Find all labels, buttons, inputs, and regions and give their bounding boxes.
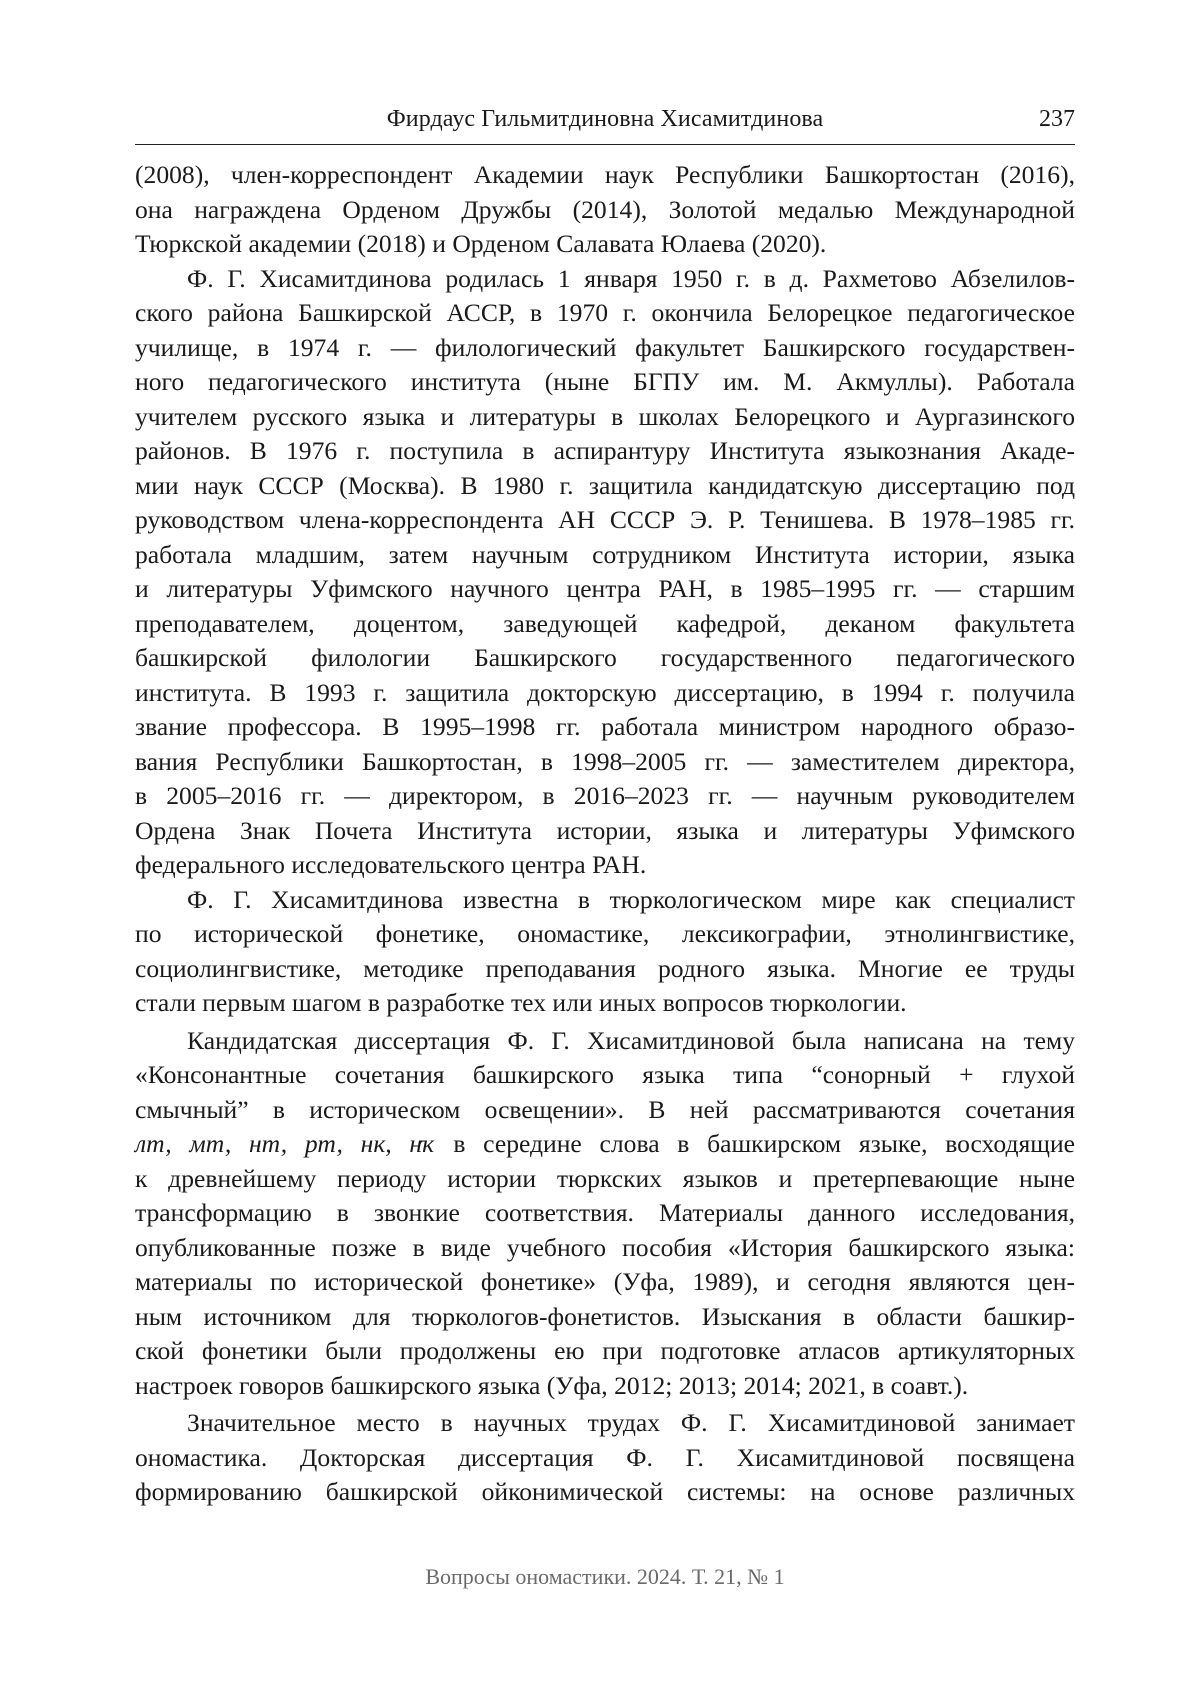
paragraph-1 [135, 158, 1075, 262]
text-line: вания Республики Башкортостан, в 1998–2005 гг. — заместителем директора, [135, 746, 1075, 776]
text-line: трансформацию в звонкие соответствия. Материалы данного исследования, [135, 1198, 1075, 1227]
text-line: федерального исследовательского центра РАН. [135, 850, 647, 879]
text-line: ской фонетики были продолжены ею при подготовке атласов артикуляторных [135, 1336, 1075, 1365]
text-line: Тюркской академии (2018) и Орденом Салавата Юлаева (2020). [135, 229, 827, 258]
text-line: к древнейшему периоду истории тюркских языков и претерпевающие ныне [135, 1163, 1075, 1193]
text-line: мии наук СССР (Москва). В 1980 г. защитила кандидатскую диссертацию под [135, 470, 1075, 500]
text-line: стали первым шагом в разработке тех или иных вопросов тюркологии. [135, 988, 907, 1017]
text-line: Ордена Знак Почета Института истории, языка и литературы Уфимского [135, 815, 1075, 845]
text-line: ным источником для тюркологов-фонетистов. Изыскания в области башкир- [135, 1301, 1075, 1331]
text-line: Значительное место в научных трудах Ф. Г. Хисамитдиновой занимает [187, 1408, 1075, 1437]
text-line-with-italics [135, 1127, 1075, 1162]
text-line: она награждена Орденом Дружбы (2014), Золотой медалью Международной [135, 194, 1075, 224]
text-line: ономастика. Докторская диссертация Ф. Г. Хисамитдиновой посвящена [135, 1442, 1075, 1472]
text-line: «Консонантные сочетания башкирского языка типа “сонорный + глухой [135, 1060, 1075, 1089]
text-line: настроек говоров башкирского языка (Уфа, 2012; 2013; 2014; 2021, в соавт.). [135, 1370, 969, 1400]
text-line: преподавателем, доцентом, заведующей кафедрой, деканом факультета [135, 608, 1075, 638]
text-line-rest: в середине слова в башкирском языке, восходящие [435, 1129, 1075, 1158]
running-title: Фирдаус Гильмитдиновна Хисамитдинова [386, 106, 824, 132]
text-line: формированию башкирской ойконимической системы: на основе различных [135, 1477, 1075, 1506]
text-line: районов. В 1976 г. поступила в аспирантуру Института языкознания Акаде- [135, 436, 1075, 465]
text-line: опубликованные позже в виде учебного пособия «История башкирского языка: [135, 1232, 1075, 1262]
text-line: смычный” в историческом освещении». В ней рассматриваются сочетания [135, 1094, 1075, 1124]
text-line: Ф. Г. Хисамитдинова родилась 1 января 1950 г. в д. Рахметово Абзелилов- [187, 263, 1075, 293]
text-line: работала младшим, затем научным сотрудником Института истории, языка [135, 539, 1075, 569]
text-line: социолингвистике, методике преподавания родного языка. Многие ее труды [135, 953, 1075, 983]
text-line: по исторической фонетике, ономастике, лексикографии, этнолингвистике, [135, 919, 1075, 948]
text-line: учителем русского языка и литературы в школах Белорецкого и Аургазинского [135, 401, 1075, 431]
text-line: ного педагогического института (ныне БГПУ им. М. Акмуллы). Работала [135, 367, 1075, 396]
paragraph-3 [135, 883, 1075, 1021]
text-line: звание профессора. В 1995–1998 гг. работала министром народного образо- [135, 712, 1075, 741]
page-header [135, 98, 1075, 145]
text-line: Кандидатская диссертация Ф. Г. Хисамитдиновой была написана на тему [187, 1025, 1075, 1055]
text-line: Ф. Г. Хисамитдинова известна в тюркологическом мире как специалист [187, 884, 1075, 914]
text-line: руководством члена-корреспондента АН СССР Э. Р. Тенишева. В 1978–1985 гг. [135, 505, 1075, 534]
text-line: ского района Башкирской АССР, в 1970 г. окончила Белорецкое педагогическое [135, 298, 1075, 327]
article-body [135, 158, 1075, 1510]
paragraph-4 [135, 1024, 1075, 1404]
journal-footer: Вопросы ономастики. 2024. Т. 21, № 1 [425, 1564, 785, 1589]
text-line: башкирской филологии Башкирского государственного педагогического [135, 643, 1075, 672]
paragraph-2 [135, 262, 1075, 883]
text-line: училище, в 1974 г. — филологический факультет Башкирского государствен- [135, 332, 1075, 362]
text-line: (2008), член-корреспондент Академии наук Республики Башкортостан (2016), [135, 160, 1075, 189]
text-line: в 2005–2016 гг. — директором, в 2016–2023 гг. — научным руководителем [135, 781, 1075, 810]
text-line: института. В 1993 г. защитила докторскую диссертацию, в 1994 г. получила [135, 677, 1075, 707]
paragraph-5 [135, 1406, 1075, 1510]
consonant-clusters: лт, мт, нт, рт, нк, нҡ [135, 1129, 436, 1158]
text-line: материалы по исторической фонетике» (Уфа, 1989), и сегодня являются цен- [135, 1267, 1075, 1296]
text-line: и литературы Уфимского научного центра РАН, в 1985–1995 гг. — старшим [135, 574, 1075, 603]
page-number: 237 [1039, 106, 1075, 132]
